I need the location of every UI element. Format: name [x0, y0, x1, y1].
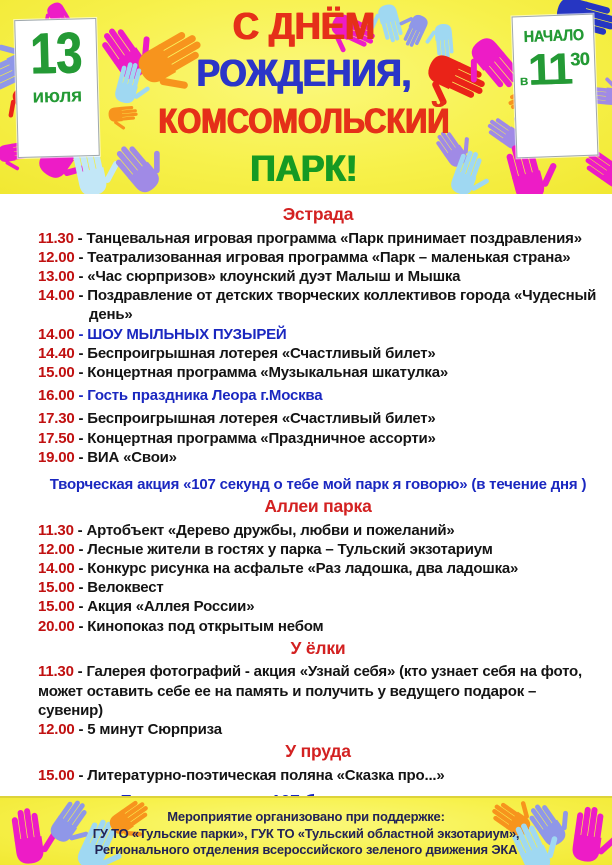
schedule-item [38, 325, 598, 344]
schedule-item [38, 578, 598, 597]
schedule-item [38, 540, 598, 559]
schedule-item [38, 429, 598, 448]
item-text: Концертная программа «Праздничное ассорти» [87, 429, 436, 447]
item-separator: - [73, 229, 87, 247]
item-separator: - [74, 579, 88, 597]
start-hour: 11 [527, 44, 572, 95]
schedule-item [38, 448, 598, 467]
schedule-item [38, 617, 598, 636]
item-separator: - [74, 344, 88, 362]
item-time: 14.00 [38, 325, 75, 343]
schedule-item [38, 386, 598, 405]
item-time: 17.30 [38, 410, 75, 428]
item-separator: - [73, 521, 87, 539]
title-line-2: РОЖДЕНИЯ, [196, 53, 412, 95]
schedule-item [38, 229, 598, 248]
item-text: Кинопоказ под открытым небом [87, 617, 324, 635]
item-text: ШОУ МЫЛЬНЫХ ПУЗЫРЕЙ [87, 325, 287, 343]
header-banner [0, 0, 612, 196]
item-text: Театрализованная игровая программа «Парк – маленькая страна» [87, 248, 571, 266]
item-text: «Час сюрпризов» клоунский дуэт Малыш и Мышка [87, 267, 461, 285]
item-separator: - [74, 387, 88, 405]
item-separator: - [74, 287, 88, 305]
item-separator: - [74, 410, 88, 428]
title-line-1: С ДНЁМ [232, 6, 376, 48]
item-separator: - [74, 617, 88, 635]
poster-title [100, 4, 508, 192]
item-text: Гость праздника Леора г.Москва [87, 387, 323, 405]
item-time: 12.00 [38, 248, 75, 266]
item-text: Поздравление от детских творческих коллективов города «Чудесный день» [87, 287, 597, 324]
item-text: Беспроигрышная лотерея «Счастливый билет» [87, 344, 436, 362]
item-separator: - [74, 267, 88, 285]
schedule-content [0, 194, 612, 796]
start-time [514, 44, 595, 95]
organizers-line-2: ГУ ТО «Тульские парки», ГУК ТО «Тульский областной экзотариум», [92, 825, 520, 841]
start-label: НАЧАЛО [522, 26, 584, 47]
item-time: 20.00 [38, 617, 75, 635]
section-heading-prud: У пруда [285, 741, 351, 762]
item-text: ВИА «Свои» [87, 448, 177, 466]
item-time: 15.00 [38, 766, 75, 784]
footer-banner [0, 796, 612, 865]
item-text: Велоквест [87, 579, 164, 597]
schedule-item [38, 559, 598, 578]
item-text: Беспроигрышная лотерея «Счастливый билет» [87, 410, 436, 428]
item-separator: - [74, 363, 88, 381]
item-text: Танцевальная игровая программа «Парк принимает поздравления» [86, 229, 582, 247]
item-separator: - [74, 248, 88, 266]
item-separator: - [74, 598, 88, 616]
item-text: Лесные жители в гостях у парка – Тульский экзотариум [87, 540, 493, 558]
item-separator: - [73, 663, 87, 681]
title-line-4: ПАРК! [250, 148, 358, 189]
date-box [14, 18, 100, 158]
organizers-block [0, 798, 612, 859]
date-month: июля [32, 85, 83, 108]
organizers-line-1: Мероприятие организовано при поддержке: [167, 809, 445, 824]
item-time: 11.30 [38, 663, 74, 681]
item-time: 15.00 [38, 579, 75, 597]
item-time: 14.00 [38, 560, 75, 578]
start-minutes: 30 [569, 48, 590, 70]
item-time: 12.00 [38, 540, 75, 558]
allday-note: Творческая акция «107 секунд о тебе мой парк я говорю» (в течение дня ) [49, 475, 587, 493]
item-time: 14.00 [38, 287, 75, 305]
item-time: 11.30 [38, 521, 74, 539]
item-text: Акция «Аллея России» [87, 598, 255, 616]
item-text: Артобъект «Дерево дружбы, любви и пожеланий» [86, 521, 455, 539]
item-time: 15.00 [38, 363, 75, 381]
item-separator: - [74, 720, 88, 738]
item-text: Галерея фотографий - акция «Узнай себя» (кто узнает себя на фото, может оставить себе ее на память и получить у ведущего подарок – сувенир) [38, 663, 582, 719]
item-separator: - [74, 766, 88, 784]
item-time: 12.00 [38, 720, 75, 738]
item-text: Конкурс рисунка на асфальте «Раз ладошка, два ладошка» [87, 560, 519, 578]
item-time: 11.30 [38, 229, 74, 247]
item-separator: - [74, 448, 88, 466]
schedule-item [38, 766, 598, 785]
item-time: 13.00 [38, 267, 75, 285]
item-time: 19.00 [38, 448, 75, 466]
item-time: 15.00 [38, 598, 75, 616]
schedule-item [38, 720, 598, 739]
schedule-item [38, 344, 598, 363]
schedule-item [38, 662, 598, 720]
schedule-item [38, 521, 598, 540]
schedule-item [38, 248, 598, 267]
section-heading-estrada: Эстрада [282, 204, 354, 224]
item-time: 17.50 [38, 429, 75, 447]
item-text: Литературно-поэтическая поляна «Сказка про...» [87, 766, 445, 784]
section-heading-elka: У ёлки [290, 637, 346, 658]
schedule-item [38, 286, 598, 324]
date-day: 13 [29, 20, 83, 87]
schedule-item [38, 363, 598, 382]
start-time-box [512, 14, 599, 159]
organizers-line-3: Регионального отделения всероссийского зеленого движения ЭКА [94, 842, 518, 857]
item-separator: - [74, 325, 88, 343]
title-line-3: КОМСОМОЛЬСКИЙ [158, 102, 450, 141]
item-text: 5 минут Сюрприза [87, 720, 222, 738]
item-time: 14.40 [38, 344, 75, 362]
item-separator: - [74, 560, 88, 578]
item-time: 16.00 [38, 387, 75, 405]
schedule-item [38, 267, 598, 286]
item-separator: - [74, 540, 88, 558]
start-prefix: в [519, 71, 529, 89]
section-heading-allei: Аллеи парка [264, 496, 372, 517]
schedule-item [38, 409, 598, 428]
item-separator: - [74, 429, 88, 447]
item-text: Концертная программа «Музыкальная шкатулка» [87, 363, 449, 381]
schedule-item [38, 597, 598, 616]
